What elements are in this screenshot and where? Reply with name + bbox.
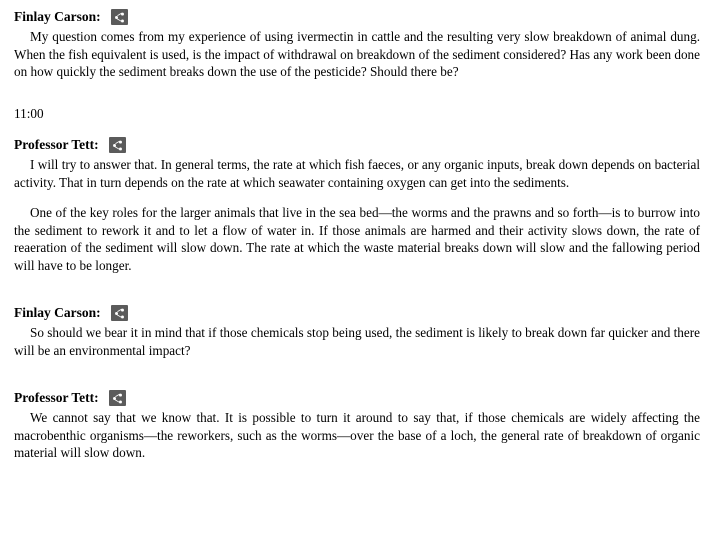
speaker-header (14, 304, 700, 322)
transcript-entry (14, 304, 700, 359)
speaker-name: Finlay Carson: (14, 305, 101, 320)
share-icon[interactable] (111, 9, 128, 25)
spacer (14, 95, 700, 105)
paragraph: I will try to answer that. In general terms, the rate at which fish faeces, or any organic inputs, break down depends on bacterial activity. That in turn depends on the rate at which seawater containing oxygen can get into the sediments. (14, 157, 700, 190)
paragraph: We cannot say that we know that. It is possible to turn it around to say that, if those chemicals are widely affecting the macrobenthic organisms—the reworkers, such as the worms—over the base of a loch, the general rate of breakdown of organic material will slow down. (14, 410, 700, 460)
share-icon[interactable] (111, 305, 128, 321)
speaker-header (14, 389, 700, 407)
speaker-name: Finlay Carson: (14, 9, 101, 24)
transcript-entry (14, 136, 700, 274)
paragraph: My question comes from my experience of using ivermectin in cattle and the resulting very slow breakdown of animal dung. When the fish equivalent is used, is the impact of withdrawal on breakdown of the sediment considered? Has any work been done on how quickly the sediment breaks down the use of the pesticide? Should there be? (14, 29, 700, 79)
paragraph: So should we bear it in mind that if those chemicals stop being used, the sediment is likely to break down far quicker and there will be an environmental impact? (14, 325, 700, 358)
paragraph: One of the key roles for the larger animals that live in the sea bed—the worms and the prawns and so forth—is to burrow into the sediment to rework it and to let a flow of water in. If those animals are harmed and their activity slows down, the rate of reaeration of the sediment will slow down. The rate at which the waste material breaks down will slow and the fallowing period will have to be longer. (14, 205, 700, 273)
transcript-entry (14, 8, 700, 81)
speaker-name: Professor Tett: (14, 390, 99, 405)
spacer (14, 288, 700, 304)
timestamp: 11:00 (14, 105, 44, 121)
speaker-header (14, 8, 700, 26)
speaker-name: Professor Tett: (14, 137, 99, 152)
spacer (14, 373, 700, 389)
share-icon[interactable] (109, 137, 126, 153)
share-icon[interactable] (109, 390, 126, 406)
speaker-header (14, 136, 700, 154)
transcript-entry (14, 389, 700, 462)
